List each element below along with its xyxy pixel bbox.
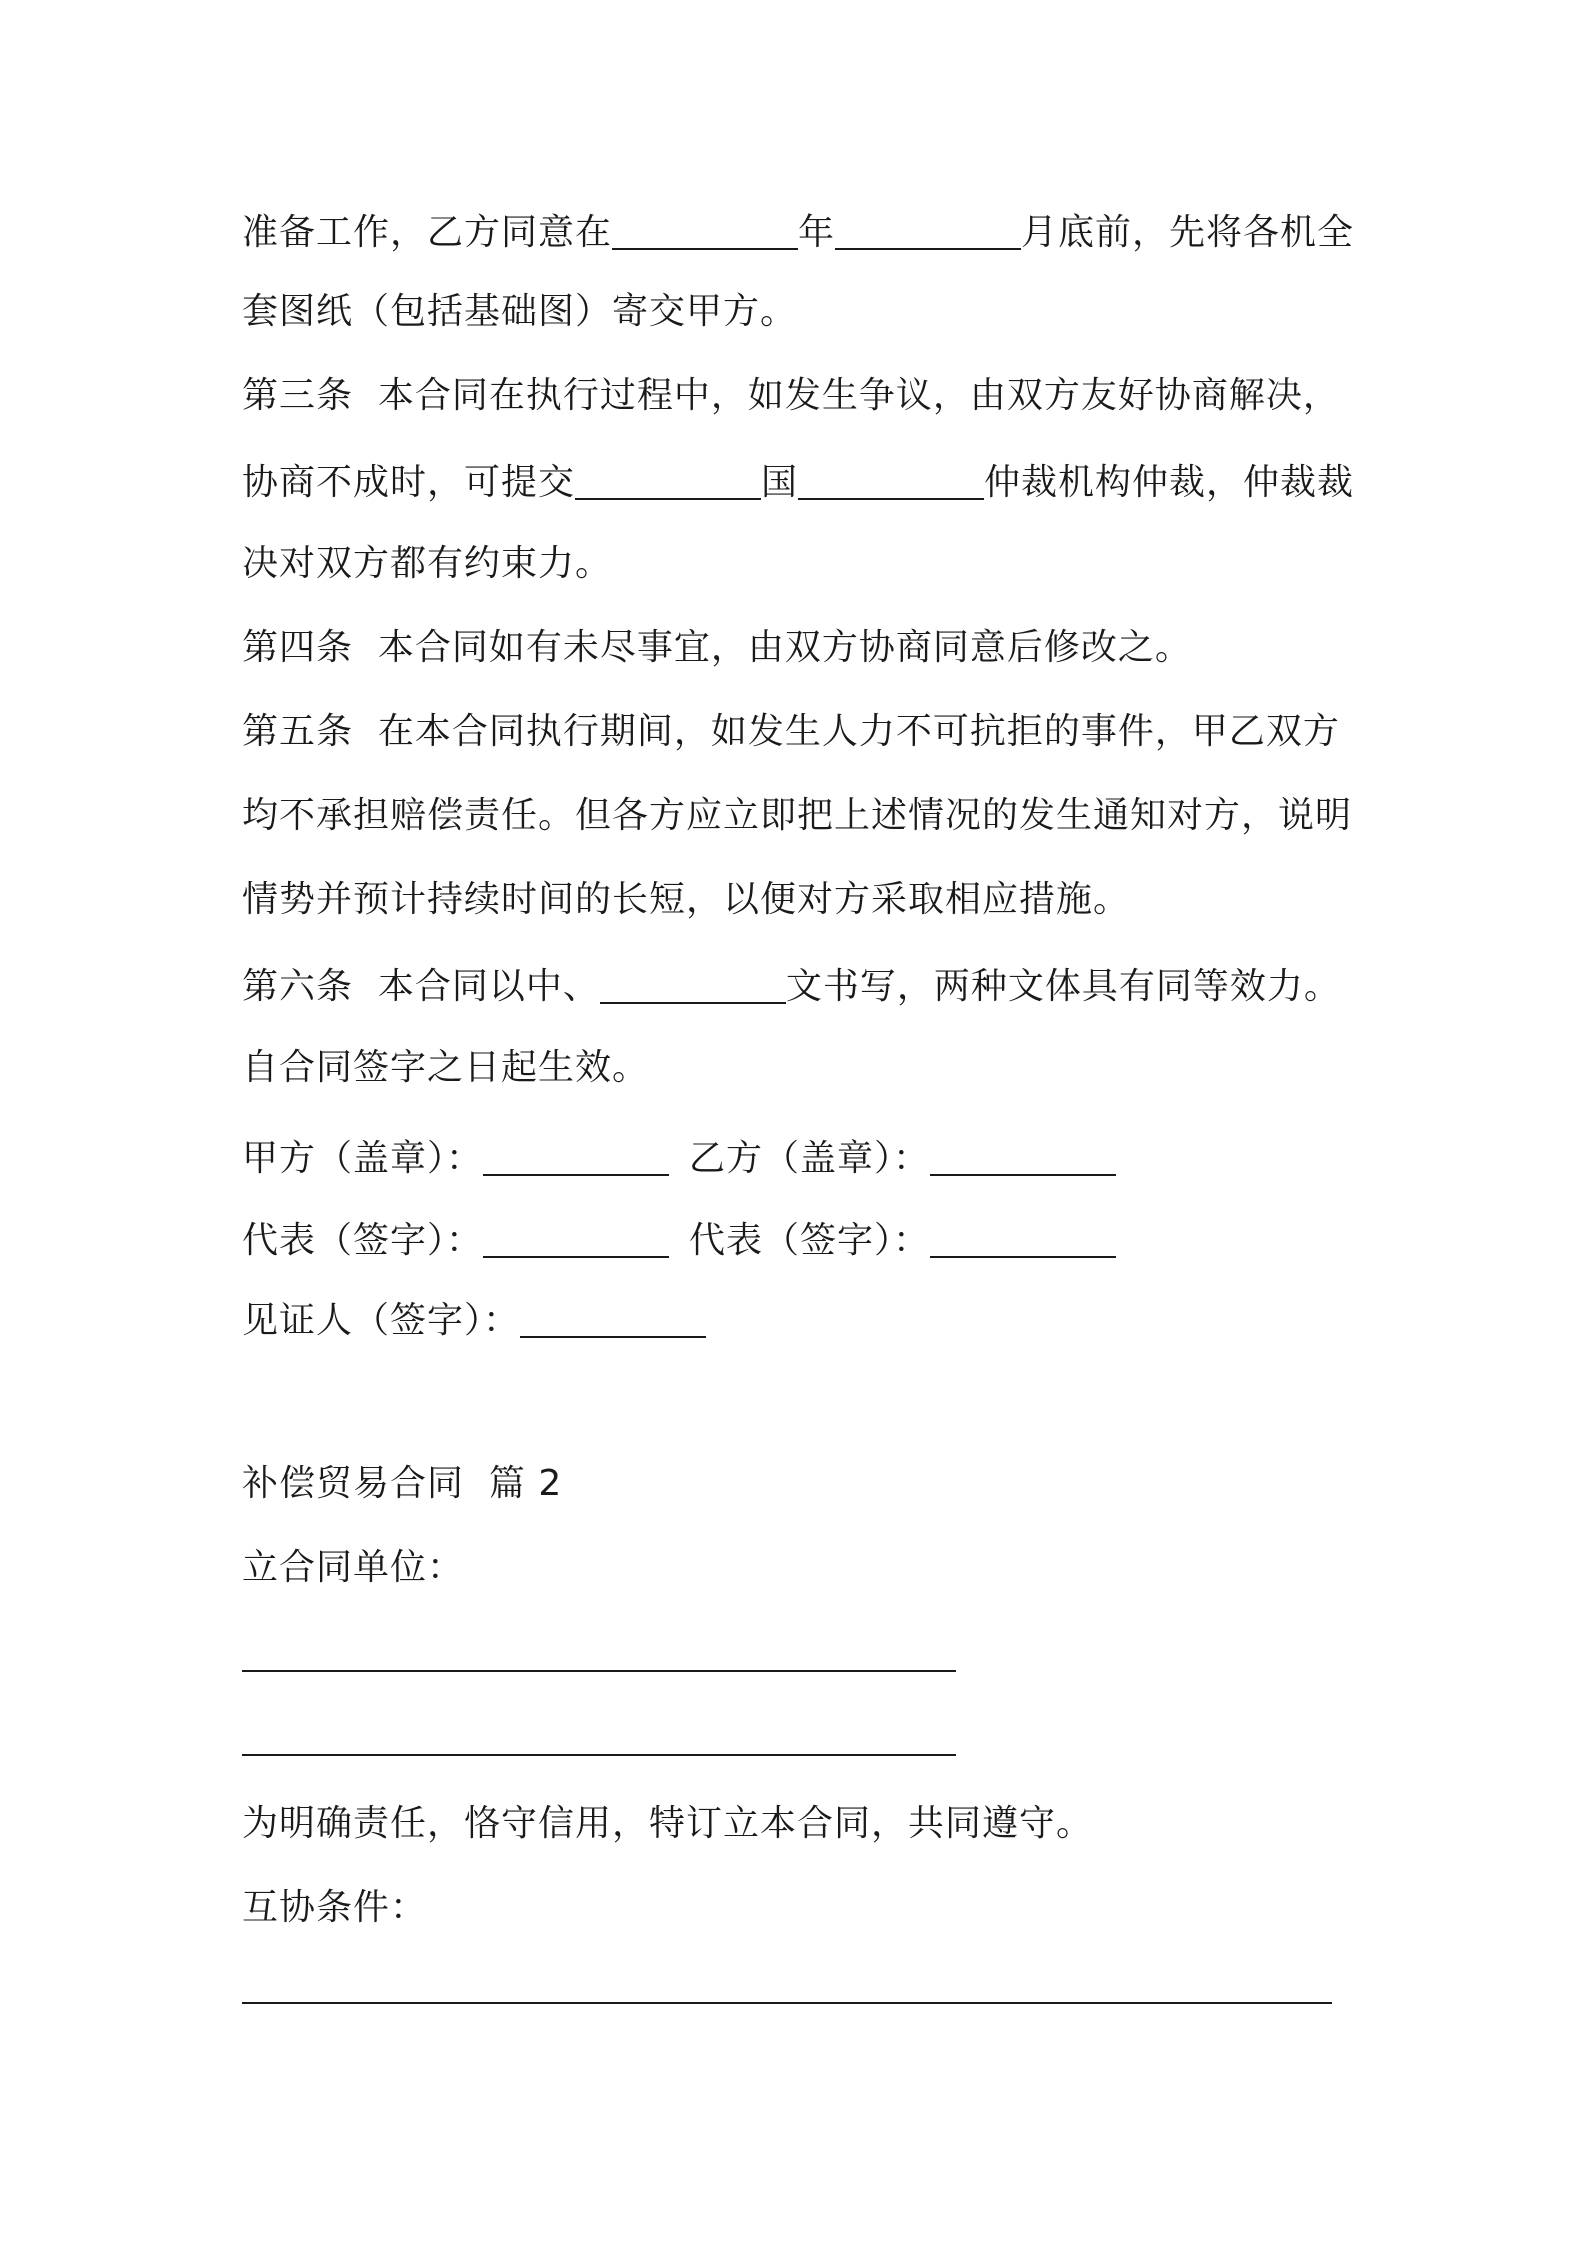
article-6-line: 自合同签字之日起生效。	[242, 1047, 650, 1088]
paragraph-line: 套图纸（包括基础图）寄交甲方。	[242, 291, 798, 332]
fill-blank-language[interactable]	[600, 966, 786, 1004]
preamble-text: 为明确责任，恪守信用，特订立本合同，共同遵守。	[242, 1803, 1094, 1844]
article-3-line: 第三条 本合同在执行过程中，如发生争议，由双方友好协商解决，	[242, 375, 1340, 416]
text-segment: 年	[798, 212, 836, 253]
article-6-line	[242, 960, 1341, 1011]
text-segment: 准备工作，乙方同意在	[242, 212, 613, 253]
party-line-1[interactable]	[242, 1670, 956, 1672]
witness-label: 见证人（签字）：	[242, 1300, 521, 1341]
party-line-2[interactable]	[242, 1754, 956, 1756]
paragraph-line	[242, 206, 1354, 257]
fill-blank-arbitration[interactable]	[798, 462, 984, 500]
rep-b-field[interactable]	[930, 1220, 1116, 1258]
article-5-line: 第五条 在本合同执行期间，如发生人力不可抗拒的事件，甲乙双方	[242, 711, 1340, 752]
rep-b-label: 代表（签字）：	[689, 1220, 931, 1261]
text-segment: 第六条 本合同以中、	[242, 966, 600, 1007]
conditions-label: 互协条件：	[242, 1887, 428, 1928]
text-segment: 国	[761, 462, 799, 503]
party-b-seal-label: 乙方（盖章）：	[689, 1138, 931, 1179]
article-3-line	[242, 456, 1354, 507]
conditions-line[interactable]	[242, 2002, 1332, 2004]
fill-blank-country[interactable]	[575, 462, 761, 500]
article-5-line: 情势并预计持续时间的长短，以便对方采取相应措施。	[242, 879, 1131, 920]
witness-field[interactable]	[520, 1300, 706, 1338]
section-title: 补偿贸易合同 篇 2	[242, 1463, 563, 1504]
article-3-line: 决对双方都有约束力。	[242, 543, 613, 584]
text-segment: 月底前，先将各机全	[1021, 212, 1355, 253]
rep-a-field[interactable]	[483, 1220, 669, 1258]
article-5-line: 均不承担赔偿责任。但各方应立即把上述情况的发生通知对方，说明	[242, 795, 1353, 836]
party-a-seal-label: 甲方（盖章）：	[242, 1138, 484, 1179]
article-4-line: 第四条 本合同如有未尽事宜，由双方协商同意后修改之。	[242, 627, 1192, 668]
party-b-seal-field[interactable]	[930, 1138, 1116, 1176]
party-a-seal-field[interactable]	[483, 1138, 669, 1176]
text-segment: 协商不成时，可提交	[242, 462, 576, 503]
signature-row	[242, 1294, 706, 1345]
signature-row	[242, 1214, 1116, 1265]
fill-blank-year[interactable]	[612, 212, 798, 250]
rep-a-label: 代表（签字）：	[242, 1220, 484, 1261]
signature-row	[242, 1132, 1116, 1183]
text-segment: 文书写，两种文体具有同等效力。	[785, 966, 1341, 1007]
text-segment: 仲裁机构仲裁，仲裁裁	[984, 462, 1355, 503]
fill-blank-month[interactable]	[835, 212, 1021, 250]
parties-label: 立合同单位：	[242, 1547, 465, 1588]
